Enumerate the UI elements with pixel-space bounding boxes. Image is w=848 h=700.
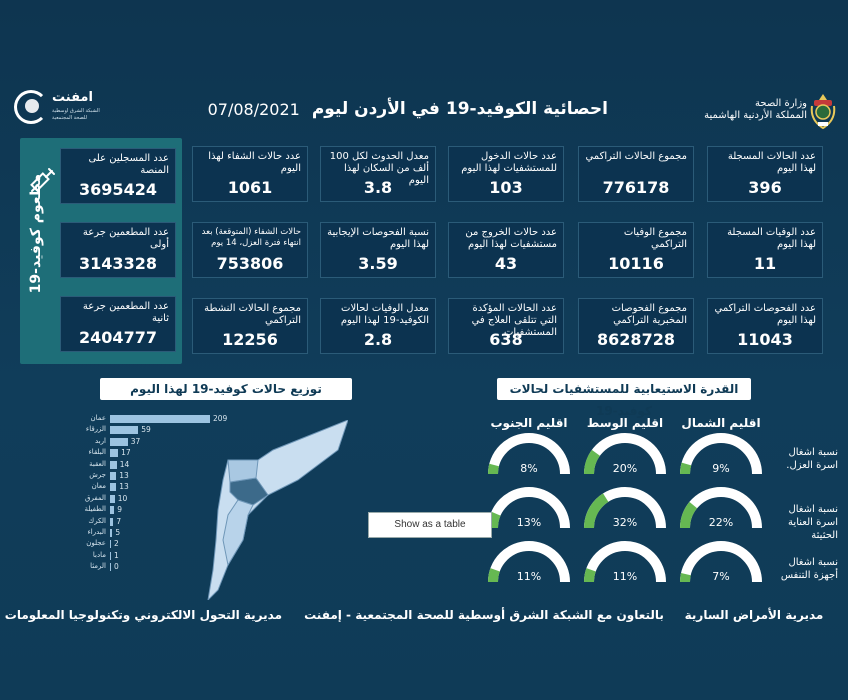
bar-category-label: عمان (90, 414, 106, 422)
card-tests-today (707, 298, 823, 354)
region-head-center: اقليم الوسط (586, 416, 664, 430)
card-confirmed-hospital (448, 298, 564, 354)
card-deaths-today (707, 222, 823, 278)
bar[interactable] (110, 552, 111, 560)
card-value: 8628728 (597, 330, 675, 349)
bar-value-label: 14 (119, 459, 130, 469)
card-label: عدد الوفيات المسجلة لهذا اليوم (727, 227, 816, 250)
card-cumulative-deaths (578, 222, 694, 278)
card-label: عدد الفحوصات التراكمي لهذا اليوم (714, 303, 816, 326)
card-registered (60, 148, 176, 204)
card-value: 753806 (216, 254, 284, 273)
card-value: 396 (748, 178, 782, 197)
bar-value-label: 2 (114, 539, 119, 549)
card-death-rate (320, 298, 436, 354)
card-label: مجموع الحالات النشطة التراكمي (204, 303, 301, 326)
card-label: عدد الحالات المؤكدة التي تتلقى العلاج في المستشفيات (471, 303, 557, 338)
card-label: نسبة الفحوصات الإيجابية لهذا اليوم (327, 227, 429, 250)
logo-name: امفنت (52, 90, 93, 105)
card-incidence (320, 146, 436, 202)
globe-icon (14, 90, 48, 124)
gauge-value: 32% (612, 516, 638, 529)
bar-value-label: 0 (114, 562, 119, 572)
card-cumulative-cases (578, 146, 694, 202)
gauge-value: 11% (612, 570, 638, 583)
footer-collaboration: بالتعاون مع الشبكة الشرق أوسطية للصحة المجتمعية - إمفنت (304, 608, 664, 622)
card-active-cases (192, 298, 308, 354)
bar-value-label: 1 (114, 550, 119, 560)
bar-category-label: البلقاء (88, 448, 106, 457)
map-north-region (228, 460, 258, 482)
bar[interactable] (110, 495, 115, 503)
gauge-value: 8% (520, 462, 538, 475)
bar[interactable] (110, 449, 118, 457)
bar[interactable] (110, 426, 138, 434)
region-head-north: اقليم الشمال (681, 416, 761, 430)
bar-value-label: 13 (119, 482, 129, 492)
bar-value-label: 9 (117, 505, 123, 515)
bar-category-label: جرش (89, 471, 106, 479)
bar-category-label: المفرق (85, 493, 106, 502)
bar-category-label: الطفيلة (84, 505, 106, 514)
gauge-value: 7% (712, 570, 730, 583)
card-value: 2.8 (363, 330, 393, 349)
card-label: عدد حالات الشفاء لهذا اليوم (208, 151, 301, 174)
bar-category-label: معان (91, 482, 106, 491)
bar-value-label: 7 (116, 516, 122, 526)
bar[interactable] (110, 563, 111, 571)
emphnet-logo (14, 88, 114, 128)
card-value: 3.59 (358, 254, 398, 273)
bar[interactable] (110, 483, 116, 491)
bar-category-label: البدراء (87, 528, 106, 536)
map-outline (208, 420, 348, 600)
vaccination-title-text: مطعوم كوفيد-19 (28, 174, 44, 294)
card-value: 3143328 (79, 254, 157, 273)
footer-communicable-diseases: مديرية الأمراض السارية (684, 608, 824, 622)
gauge-value: 13% (516, 516, 542, 529)
bar-value-label: 59 (141, 425, 151, 435)
gauge-value: 9% (712, 462, 730, 475)
bar-category-label: مادبا (92, 550, 106, 559)
card-value: 10116 (608, 254, 664, 273)
page-date: 07/08/2021 (207, 99, 300, 119)
bar-category-label: اربد (95, 436, 106, 445)
card-label: مجموع الوفيات التراكمي (623, 227, 687, 250)
logo-subtitle-2: للصحة المجتمعية (52, 115, 88, 121)
card-recovered-today (192, 146, 308, 202)
distribution-title: توزيع حالات كوفيد-19 لهذا اليوم (100, 378, 352, 400)
card-value: 11 (753, 254, 777, 273)
card-label: مجموع الفحوصات المخبرية التراكمي (611, 303, 687, 326)
show-as-table-tooltip[interactable]: Show as a table (368, 512, 492, 538)
card-cases-today (707, 146, 823, 202)
bar-category-label: الرمثا (90, 562, 106, 571)
card-label: عدد الحالات المسجلة لهذا اليوم (727, 151, 816, 174)
region-head-south: اقليم الجنوب (490, 416, 568, 430)
bar-category-label: الكرك (88, 516, 106, 525)
card-value: 2404777 (79, 328, 157, 347)
bar-category-label: عجلون (86, 539, 106, 548)
bar[interactable] (110, 518, 113, 526)
gauge-value: 11% (516, 570, 542, 583)
row-label-isolation: نسبة اشغال اسرة العزل. (786, 447, 838, 471)
card-positivity (320, 222, 436, 278)
card-label: عدد المسجلين على المنصة (88, 153, 169, 176)
row-label-icu: نسبة اشغال اسرة العناية الحثيثة (788, 504, 838, 541)
card-label: حالات الشفاء (المتوقعة) بعد انتهاء فترة العزل، 14 يوم (201, 227, 301, 248)
bar[interactable] (110, 461, 117, 469)
card-cumulative-tests (578, 298, 694, 354)
card-value: 43 (494, 254, 518, 273)
bar[interactable] (110, 472, 116, 480)
bar[interactable] (110, 529, 112, 537)
card-label: معدل الوفيات لحالات الكوفيد-19 لهذا اليوم (340, 303, 429, 326)
gauge-value: 22% (708, 516, 734, 529)
card-first-dose (60, 222, 176, 278)
jordan-map (198, 420, 348, 600)
bar-value-label: 17 (121, 448, 131, 458)
gauge-value: 20% (612, 462, 638, 475)
card-value: 12256 (222, 330, 278, 349)
bar[interactable] (110, 506, 114, 514)
card-label: معدل الحدوث لكل 100 ألف من السكان لهذا اليوم (329, 151, 429, 186)
card-value: 638 (489, 330, 523, 349)
bar-category-label: الزرقاء (85, 425, 106, 434)
card-hospital-discharges (448, 222, 564, 278)
capacity-title: القدرة الاستيعابية للمستشفيات لحالات كوفيد-19 (497, 378, 751, 400)
bar[interactable] (110, 540, 111, 548)
card-value: 776178 (602, 178, 670, 197)
card-second-dose (60, 296, 176, 352)
bar-value-label: 209 (213, 414, 228, 423)
ministry-line-1: وزارة الصحة (755, 98, 807, 109)
syringe-icon (26, 165, 58, 197)
card-label: عدد حالات الدخول للمستشفيات لهذا اليوم (461, 151, 557, 174)
ministry-name (697, 98, 807, 128)
bar-value-label: 13 (119, 471, 129, 480)
crest-icon (808, 92, 838, 130)
card-hospital-admissions (448, 146, 564, 202)
card-value: 11043 (737, 330, 793, 349)
card-label: مجموع الحالات التراكمي (585, 151, 687, 162)
bar-value-label: 5 (115, 528, 121, 537)
card-value: 3.8 (363, 178, 393, 197)
bar-value-label: 37 (130, 436, 141, 446)
page-title-text: احصائية الكوفيد-19 في الأردن ليوم (311, 99, 608, 119)
card-expected-recovered (192, 222, 308, 278)
bar-category-label: العقبة (89, 459, 106, 468)
ministry-line-2: المملكة الأردنية الهاشمية (704, 110, 807, 121)
bar[interactable] (110, 415, 210, 423)
page-title (207, 96, 608, 122)
card-value: 103 (489, 178, 523, 197)
bar-value-label: 10 (117, 493, 128, 503)
card-value: 3695424 (79, 180, 157, 199)
card-value: 1061 (227, 178, 273, 197)
card-label: عدد حالات الخروج من مستشفيات لهذا اليوم (465, 227, 557, 250)
logo-subtitle-1: الشبكة الشرق أوسطية (52, 108, 100, 114)
card-label: عدد المطعمين جرعة أولى (82, 227, 169, 250)
footer-it-directorate: مديرية التحول الالكتروني وتكنولوجيا المعلومات (4, 608, 282, 622)
row-label-ventilators: نسبة اشغال أجهزة التنفس (780, 557, 838, 581)
bar[interactable] (110, 438, 128, 446)
card-label: عدد المطعمين جرعة ثانية (82, 301, 169, 324)
